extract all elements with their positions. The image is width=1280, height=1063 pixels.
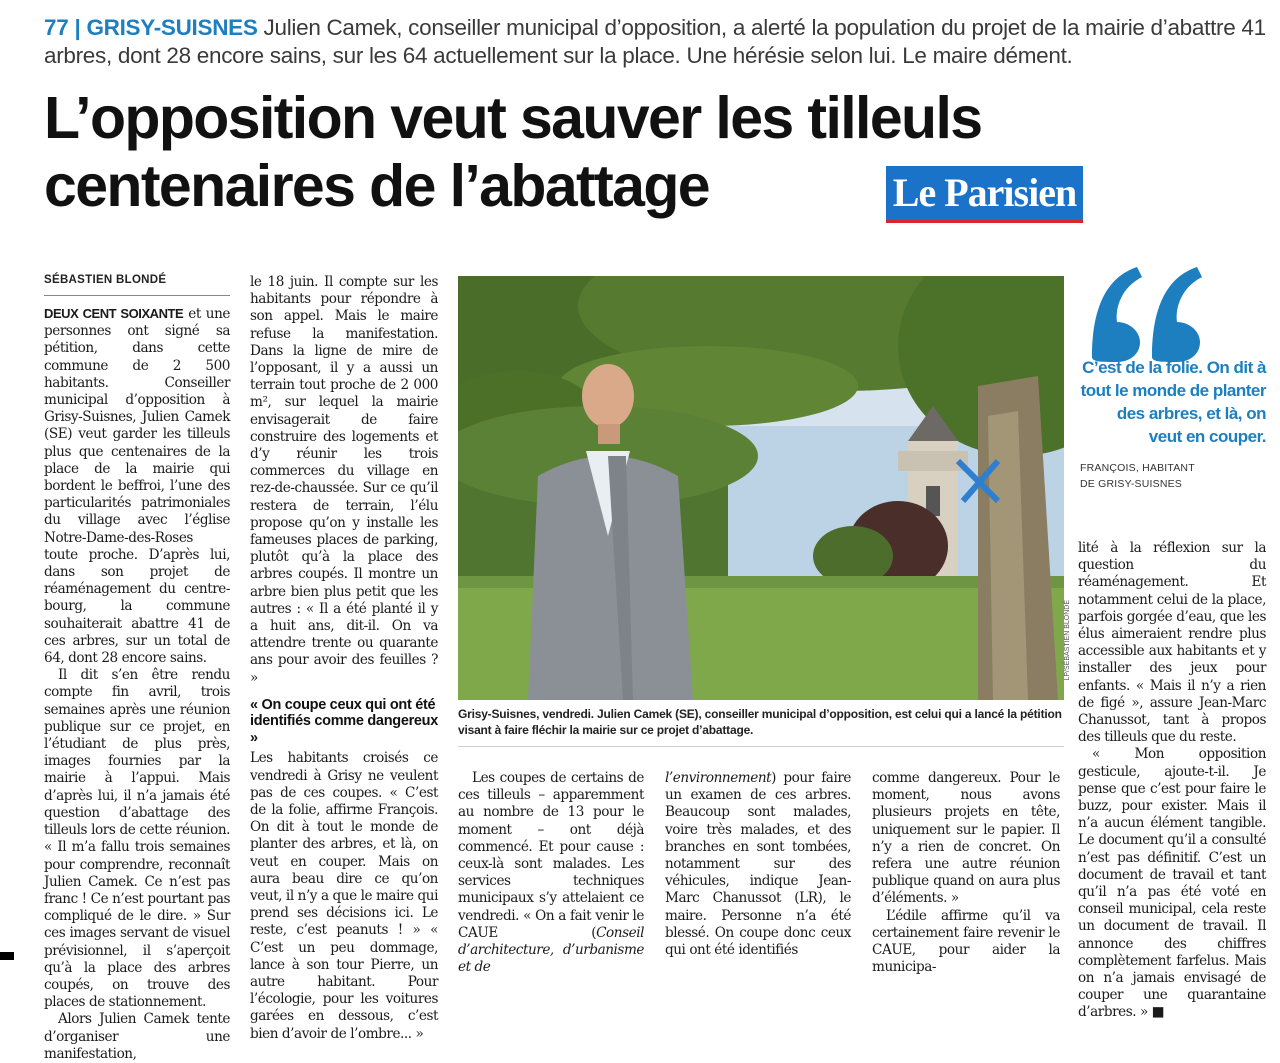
photo-credit: LP/SÉBASTIEN BLONDÉ [1064,600,1071,681]
article-column-4 [665,770,851,959]
byline: SÉBASTIEN BLONDÉ [44,274,167,286]
kicker-separator: | [74,15,81,40]
paragraph [665,770,851,959]
logo-underline [886,220,1083,223]
paragraph: le 18 juin. Il compte sur les habitants pour répondre à son appel. Mais le maire refuse la manifestation. Dans la ligne de mire de l’opposant, il y a aussi un terrain tout proche de 2 000 m², sur lequel la mairie envisagerait de faire construire des logements et d’y réunir les trois commerces du village en rez-de-chaussée. Sur ce qu’il restera de terrain, l’élu propose qu’on y installe les fameuses places de parking, plutôt qu’à la place des arbres coupés. Il montre un arbre bien plus petit que les autres : « Il a été planté il y a huit ans, dit-il. On va attendre trente ou quarante ans pour avoir des feuilles ? » [250,274,438,686]
article-column-3 [458,770,644,976]
pull-quote: C’est de la folie. On dit à tout le monde de planter des arbres, et là, on veut en couper. [1080,358,1266,446]
article-photo [458,276,1064,700]
article-column-5 [872,770,1060,976]
kicker-text: Julien Camek, conseiller municipal d’opposition, a alerté la population du projet de la mairie d’abattre 41 arbres, dont 28 encore sains, sur les 64 actuellement sur la place. Une hérésie selon lui. Le maire dément. [44,15,1266,68]
le-parisien-logo: Le Parisien [886,166,1083,220]
subheading: « On coupe ceux qui ont été identifiés comme dangereux » [250,696,439,746]
headline-line-2: centenaires de l’abattage [44,153,710,219]
paragraph: lité à la réflexion sur la question du réaménagement. Et notamment celui de la place, parfois gorgée d’eau, que les élus aimeraient rendre plus accessible aux habitants et y installer des jeux pour enfants. « Mais il n’y a rien de figé », assure Jean-Marc Chanussot, tant à propos des tilleuls que du reste. [1078,540,1266,746]
photo-illustration [458,276,1064,700]
paragraph: comme dangereux. Pour le moment, nous avons plusieurs projets en tête, uniquement sur le papier. Il n’y a rien de concret. On refera une autre réunion publique quand on aura plus d’éléments. » [872,770,1060,907]
photo-caption: Grisy-Suisnes, vendredi. Julien Camek (SE), conseiller municipal d’opposition, est celui qui a lancé la pétition visant à faire fléchir la mairie sur ce projet d’abattage. [458,707,1062,737]
paragraph: Il dit s’en être rendu compte fin avril, trois semaines après une réunion publique sur ce projet, en l’étudiant de plus près, images fournies par la mairie à l’appui. Mais d’après lui, il n’a jamais été question d’abattage des tilleuls lors de cette réunion. « Il m’a fallu trois semaines pour comprendre, reconnaît Julien Camek. Ce n’est pas franc ! Ce n’est pourtant pas compliqué de le dire. » Sur ces images servant de visuel prévisionnel, il s’aperçoit qu’à la place des arbres coupés, on trouve des places de stationnement. [44,667,230,1011]
paragraph [458,770,644,976]
paragraph [44,305,230,667]
quote-author-line: DE GRISY-SUISNES [1080,478,1183,490]
paragraph: Alors Julien Camek tente d’organiser une manifestation, [44,1011,230,1062]
paragraph: « Mon opposition gesticule, ajoute-t-il. Je pense que c’est pour faire le buzz, pour exister. Mais il n’a aucun élément tangible. Le document qu’il a consulté n’est pas définitif. C’est un document de travail et tant qu’il n’a pas été voté en conseil municipal, cela reste un document de travail. Il annonce des chiffres complètement farfelus. Mais on n’a jamais envisagé de couper une quarantaine d’arbres. » ■ [1078,746,1266,1021]
paragraph-text: ) pour faire un examen de ces arbres. Beaucoup sont malades, voire très malades, et des branches en sont tombées, notamment sur des véhicules, indique Jean-Marc Chanussot (LR), le maire. Personne n’a été blessé. On coupe donc ceux qui ont été identifiés [665,770,851,959]
quote-author [1080,460,1266,492]
byline-divider [44,295,230,296]
quote-author-line: FRANÇOIS, HABITANT [1080,462,1195,474]
headline-line-1: L’opposition veut sauver les tilleuls [44,85,982,151]
paragraph-text: Les coupes de certains de ces tilleuls – apparemment au nombre de 13 pour le moment – ont déjà commencé. Et pour cause : ceux-là sont malades. Les services techniques municipaux s’y attelaient ce vendredi. « On a fait venir le CAUE ( [458,770,644,941]
paragraph-text: et une personnes ont signé sa pétition, dans cette commune de 2 500 habitants. Conseiller municipal d’opposition à Grisy-Suisnes, Julien Camek (SE) veut garder les tilleuls plus que centenaires de la place de la mairie qui bordent le beffroi, l’une des particularités patrimoniales du village avec l’église Notre-Dame-des-Roses toute proche. D’après lui, dans son projet de réaménagement du centre-bourg, la commune souhaiterait abattre 41 de ces arbres, sur un total de 64, dont 28 encore sains. [44,306,231,667]
page-corner-mark [0,952,14,960]
article-column-1 [44,305,230,1063]
paragraph: L’édile affirme qu’il va certainement faire revenir le CAUE, pour aider la municipa- [872,907,1060,976]
location-label: GRISY-SUISNES [86,15,258,40]
paragraph-italic: l’environnement [665,770,772,786]
article-column-6 [1078,540,1266,1022]
paragraph-italic: Conseil d’architecture, d’urbanisme et de [458,924,644,976]
quote-marks-icon [1082,262,1212,362]
paragraph: Les habitants croisés ce vendredi à Grisy ne veulent pas de ces coupes. « C’est de la folie, affirme François. On dit à tout le monde de planter des arbres, et là, on veut en couper. Mais on aura beau dire ce qu’on veut, il n’y a que le maire qui prend ses décisions ici. Le reste, c’est peanuts ! » « C’est un peu dommage, lance à son tour Pierre, un autre habitant. Pour l’écologie, pour les voitures garées en dessous, c’est bien d’avoir de l’ombre... » [250,750,438,1042]
page-number: 77 [44,15,69,40]
lead-in: DEUX CENT SOIXANTE [44,306,184,321]
article-kicker [44,14,1274,70]
article-column-2 [250,274,438,1043]
caption-divider [458,746,1064,747]
